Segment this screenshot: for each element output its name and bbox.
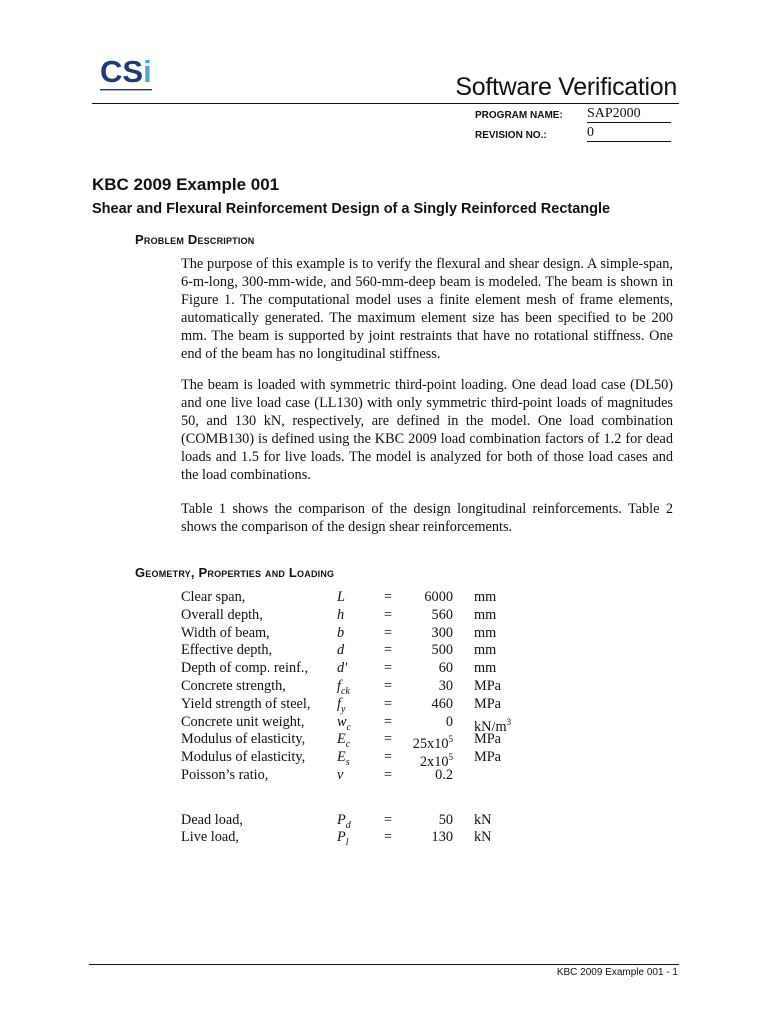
property-symbol [337,766,343,784]
property-row [181,713,541,735]
property-unit [474,828,491,846]
unit-text: MPa [474,749,502,766]
problem-paragraph: Table 1 shows the comparison of the design longitudinal reinforcements. Table 2 shows the comparison of the design shear reinforcements. [181,501,673,535]
property-value [432,695,453,713]
symbol-letter: b [337,624,345,641]
unit-text: kN [474,829,492,846]
problem-paragraph: The purpose of this example is to verify the flexural and shear design. A simple-span, 6-m-long, 300-mm-wide, and 560-mm-deep beam is modeled. The beam is shown in Figure 1. The computational model uses a finite element mesh of frame elements, automatically generated. The maximum element size has been specified to be 200 mm. The beam is supported by joint restraints that have no rotational stiffness. One end of the beam has no longitudinal stiffness. [181,256,673,362]
property-label: Modulus of elasticity, [181,731,306,748]
symbol-letter: E [337,749,346,766]
property-unit [474,811,491,829]
example-subtitle: Shear and Flexural Reinforcement Design of a Singly Reinforced Rectangle [92,201,611,217]
unit-text: MPa [474,695,502,712]
property-symbol [337,659,347,677]
property-value [439,677,453,695]
property-row [181,811,541,829]
symbol-letter: L [337,589,345,605]
unit-text: mm [474,660,497,677]
property-label: Poisson’s ratio, [181,767,269,783]
symbol-letter: P [337,829,346,846]
property-row [181,695,541,713]
equals-sign: = [384,589,393,605]
symbol-subscript: y [340,703,346,715]
property-unit [474,659,496,677]
revision-label: REVISION NO.: [475,130,547,141]
property-label: Width of beam, [181,624,270,641]
equals-sign: = [384,678,393,694]
unit-text: mm [474,589,497,605]
symbol-subscript: c [346,721,351,733]
value-number: 300 [431,624,453,641]
equals-sign: = [384,749,393,766]
property-symbol [337,624,344,642]
value-number: 130 [431,829,453,846]
revision-value: 0 [587,125,671,142]
property-value [424,588,453,606]
property-value [446,713,453,731]
header-rule [92,103,679,104]
property-label: Live load, [181,829,239,846]
property-value [435,766,453,784]
property-row [181,659,541,677]
problem-paragraph: The beam is loaded with symmetric third-point loading. One dead load case (DL50) and one live load case (LL130) with only symmetric third-point loads of magnitudes 50, and 130 kN, respectively, are defined in the model. One load combination (COMB130) is defined using the KBC 2009 load combination factors of 1.2 for dead loads and 1.5 for live loads. The model is analyzed for both of those load cases and the load combinations. [181,377,673,483]
value-number: 560 [431,606,453,623]
property-value [439,659,453,677]
property-unit [474,695,501,713]
property-label: Effective depth, [181,642,273,659]
unit-exponent: 3 [506,716,512,727]
value-number: 0.2 [435,767,453,783]
symbol-letter: w [337,713,347,730]
section-heading-problem: Problem Description [135,232,255,247]
property-unit [474,730,501,748]
property-row [181,677,541,695]
value-number: 6000 [424,589,453,605]
property-unit [474,748,501,766]
property-label: Yield strength of steel, [181,695,311,712]
value-exponent: 5 [448,734,453,745]
property-row [181,730,541,753]
property-unit [474,641,496,659]
page-footer: KBC 2009 Example 001 - 1 [556,967,678,978]
property-value [432,828,453,846]
svg-text:CSi: CSi [100,54,152,89]
equals-sign: = [384,767,393,783]
symbol-letter: f [337,678,341,694]
property-symbol [337,588,345,606]
equals-sign: = [384,642,393,659]
symbol-subscript: d [345,819,351,831]
property-label: Dead load, [181,811,243,828]
symbol-letter: f [337,695,341,712]
symbol-subscript: c [345,739,351,751]
symbol-letter: E [337,731,346,748]
property-row [181,828,541,849]
value-number: 460 [431,695,453,712]
property-value [432,606,453,624]
symbol-letter: d [337,642,345,659]
property-value [432,641,453,659]
program-name-value: SAP2000 [587,106,671,123]
property-unit [474,606,496,624]
property-row [181,766,541,784]
unit-text: kN [474,811,492,828]
equals-sign: = [384,606,393,623]
property-row [181,588,541,606]
equals-sign: = [384,624,393,641]
footer-rule [89,964,679,965]
property-unit [474,624,496,642]
property-row [181,624,541,642]
property-symbol [337,606,344,624]
equals-sign: = [384,811,393,828]
equals-sign: = [384,713,393,730]
value-number: 500 [431,642,453,659]
property-label: Concrete strength, [181,678,286,694]
program-name-label: PROGRAM NAME: [475,110,563,121]
symbol-letter: P [337,811,346,828]
unit-text: MPa [474,678,502,694]
value-number: 50 [438,811,453,828]
equals-sign: = [384,731,393,748]
example-title: KBC 2009 Example 001 [92,175,280,194]
unit-text: mm [474,606,497,623]
symbol-letter: d' [337,660,348,677]
equals-sign: = [384,829,393,846]
property-value [439,811,453,829]
equals-sign: = [384,660,393,677]
property-row [181,606,541,624]
property-symbol [337,641,344,659]
document-type-title: Software Verification [455,73,677,101]
value-number: 25x10 [412,736,449,753]
unit-text: mm [474,642,497,659]
property-label: Modulus of elasticity, [181,749,306,766]
property-unit [474,588,496,606]
property-label: Depth of comp. reinf., [181,660,309,677]
value-exponent: 5 [448,752,453,763]
section-heading-geometry: Geometry, Properties and Loading [135,565,335,580]
property-unit [474,677,501,695]
symbol-subscript: s [345,757,350,769]
unit-text: MPa [474,731,502,748]
unit-text: kN/m [474,718,507,735]
property-row [181,641,541,659]
csi-logo [100,52,160,94]
equals-sign: = [384,695,393,712]
symbol-letter: v [337,767,344,783]
value-number: 60 [438,660,453,677]
value-number: 0 [445,713,453,730]
property-label: Concrete unit weight, [181,713,305,730]
property-label: Overall depth, [181,606,263,623]
value-number: 30 [438,678,453,694]
symbol-letter: h [337,606,345,623]
property-label: Clear span, [181,589,246,605]
value-number: 2x10 [419,753,449,770]
property-value [432,624,453,642]
property-symbol [337,828,349,852]
symbol-subscript: l [345,837,349,849]
property-row [181,748,541,770]
unit-text: mm [474,624,497,641]
symbol-subscript: ck [340,685,350,697]
